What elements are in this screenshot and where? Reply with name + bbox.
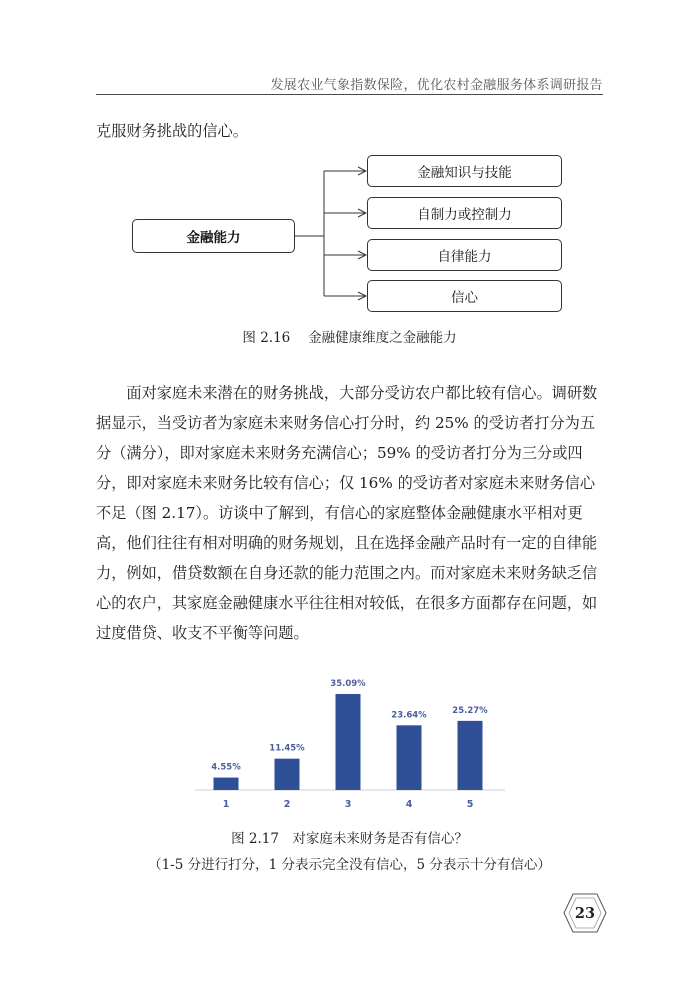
intro-paragraph: 克服财务挑战的信心。 [96,122,248,140]
bar-3 [336,694,361,790]
figure-caption-2-17: 图 2.17 对家庭未来财务是否有信心？ [231,831,468,847]
diagram-item-knowledge: 金融知识与技能 [367,155,562,187]
x-tick-label-3: 3 [344,799,352,810]
page-number: 23 [574,904,596,922]
x-tick-label-5: 5 [466,799,474,810]
data-label-1: 4.55% [211,762,241,773]
diagram-item-confidence: 信心 [367,280,562,312]
figure-caption-2-17-note: （1-5 分进行打分，1 分表示完全没有信心，5 分表示十分有信心） [148,857,551,873]
confidence-bar-chart [190,670,510,815]
bar-2 [275,759,300,790]
data-label-4: 23.64% [391,710,427,721]
financial-capability-diagram [0,0,699,330]
diagram-item-self-discipline: 自律能力 [367,239,562,271]
bar-1 [214,778,239,790]
running-header: 发展农业气象指数保险，优化农村金融服务体系调研报告 [270,78,603,93]
x-tick-label-2: 2 [283,799,291,810]
data-label-2: 11.45% [269,743,305,754]
figure-caption-2-16: 图 2.16 金融健康维度之金融能力 [242,330,457,346]
diagram-root-box: 金融能力 [132,219,295,253]
data-label-3: 35.09% [330,679,366,689]
diagram-item-self-control: 自制力或控制力 [367,197,562,229]
bar-4 [397,725,422,790]
x-tick-label-1: 1 [222,799,230,810]
body-paragraph: 面对家庭未来潜在的财务挑战，大部分受访农户都比较有信心。调研数据显示，当受访者为家庭未来财务信心打分时，约 25% 的受访者打分为五分（满分），即对家庭未来财务充满信心；59% 的受访者打分为三分或四分，即对家庭未来财务比较有信心；仅 16% 的受访者对家庭未来财务信心不足（图 2.17）。访谈中了解到，有信心的家庭整体金融健康水平相对更高，他们往往有相对明确的财务规划，且在选择金融产品时有一定的自律能力，例如，借贷数额在自身还款的能力范围之内。而对家庭未来财务缺乏信心的农户，其家庭金融健康水平往往相对较低，在很多方面都存在问题，如过度借贷、收支不平衡等问题。 [96,384,598,642]
data-label-5: 25.27% [452,705,488,716]
bar-5 [458,721,483,790]
x-tick-label-4: 4 [405,799,413,810]
